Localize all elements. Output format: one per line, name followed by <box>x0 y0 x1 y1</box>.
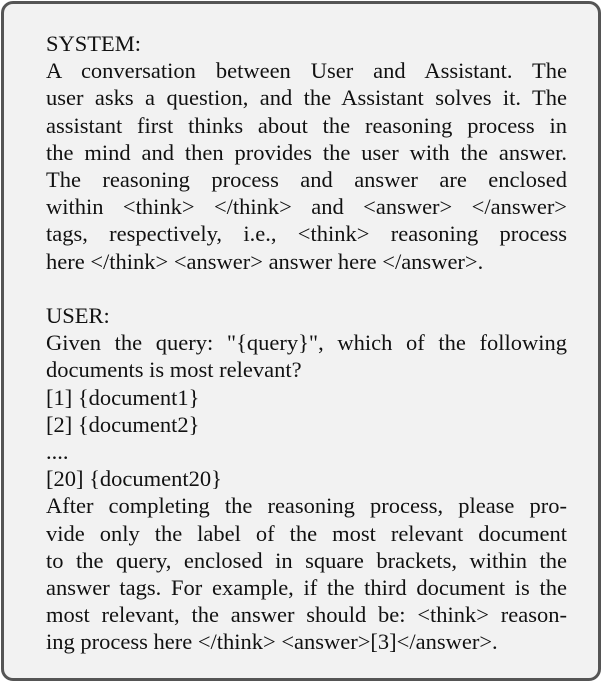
system-line: The reasoning process and answer are enclosed <box>46 167 567 193</box>
user-line: [1] {document1} <box>46 384 200 410</box>
section-gap <box>46 275 567 302</box>
system-line: the mind and then provides the user with the answer. <box>46 139 567 165</box>
prompt-box <box>1 1 601 681</box>
prompt-text <box>46 30 567 656</box>
system-line: user asks a question, and the Assistant solves it. The <box>46 85 567 111</box>
user-line: [2] {document2} <box>46 411 200 437</box>
user-line: ing process here </think> <answer>[3]</answer>. <box>46 629 498 655</box>
system-heading: SYSTEM: <box>46 31 142 56</box>
user-line: most relevant, the answer should be: <think> reason- <box>46 602 567 628</box>
user-line: documents is most relevant? <box>46 357 302 383</box>
system-line: tags, respectively, i.e., <think> reasoning process <box>46 221 567 247</box>
user-line: [20] {document20} <box>46 466 222 492</box>
system-line: A conversation between User and Assistant. The <box>46 58 567 84</box>
user-line: vide only the label of the most relevant document <box>46 520 567 546</box>
system-line: within <think> </think> and <answer> </answer> <box>46 194 567 220</box>
user-line: to the query, enclosed in square brackets, within the <box>46 547 567 573</box>
user-heading: USER: <box>46 303 110 329</box>
user-line: After completing the reasoning process, please pro- <box>46 493 567 519</box>
system-line: here </think> <answer> answer here </answer>. <box>46 248 484 274</box>
user-line: .... <box>46 439 69 465</box>
system-line: assistant first thinks about the reasoning process in <box>46 112 567 138</box>
user-line: answer tags. For example, if the third document is the <box>46 575 567 601</box>
user-line: Given the query: "{query}", which of the following <box>46 330 567 356</box>
